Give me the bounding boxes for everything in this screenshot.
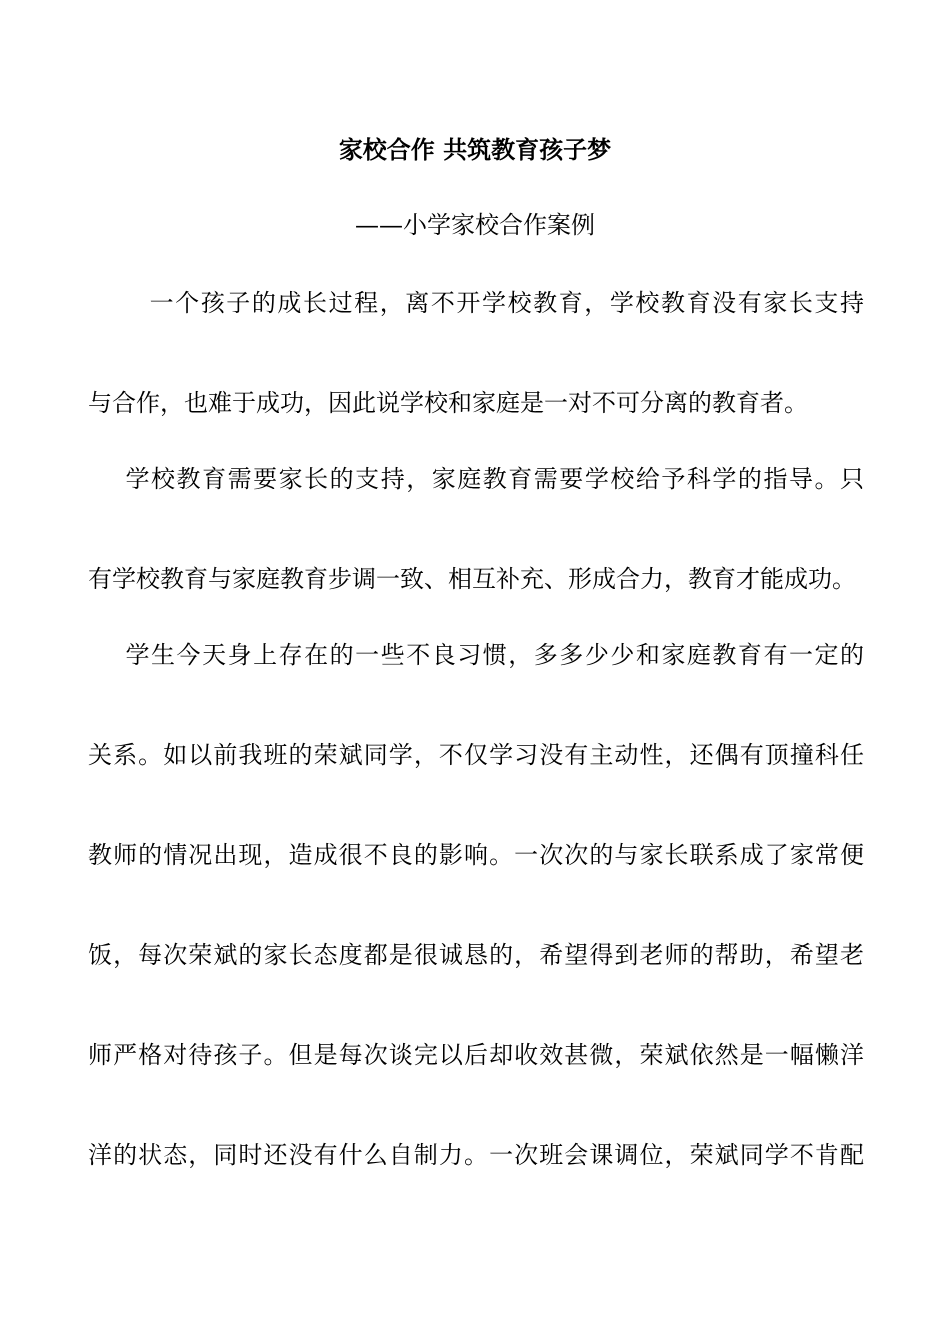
- paragraph-3-line-3: 教师的情况出现，造成很不良的影响。一次次的与家长联系成了家常便: [88, 841, 864, 869]
- document-title: 家校合作 共筑教育孩子梦: [338, 135, 612, 164]
- paragraph-2-line-2: 有学校教育与家庭教育步调一致、相互补充、形成合力，教育才能成功。: [88, 565, 856, 593]
- paragraph-2-line-1: 学校教育需要家长的支持，家庭教育需要学校给予科学的指导。只: [100, 465, 864, 493]
- paragraph-3-line-5: 师严格对待孩子。但是每次谈完以后却收效甚微，荣斌依然是一幅懒洋: [88, 1041, 864, 1069]
- paragraph-1-line-1: 一个孩子的成长过程，离不开学校教育，学校教育没有家长支持: [124, 289, 864, 317]
- paragraph-3-line-4: 饭，每次荣斌的家长态度都是很诚恳的，希望得到老师的帮助，希望老: [88, 941, 864, 969]
- paragraph-3-line-2: 关系。如以前我班的荣斌同学，不仅学习没有主动性，还偶有顶撞科任: [88, 741, 864, 769]
- document-subtitle: ——小学家校合作案例: [355, 211, 595, 239]
- paragraph-3-line-1: 学生今天身上存在的一些不良习惯，多多少少和家庭教育有一定的: [100, 641, 864, 669]
- paragraph-3-line-6: 洋的状态，同时还没有什么自制力。一次班会课调位，荣斌同学不肯配: [88, 1141, 864, 1169]
- paragraph-1-line-2: 与合作，也难于成功，因此说学校和家庭是一对不可分离的教育者。: [88, 389, 808, 417]
